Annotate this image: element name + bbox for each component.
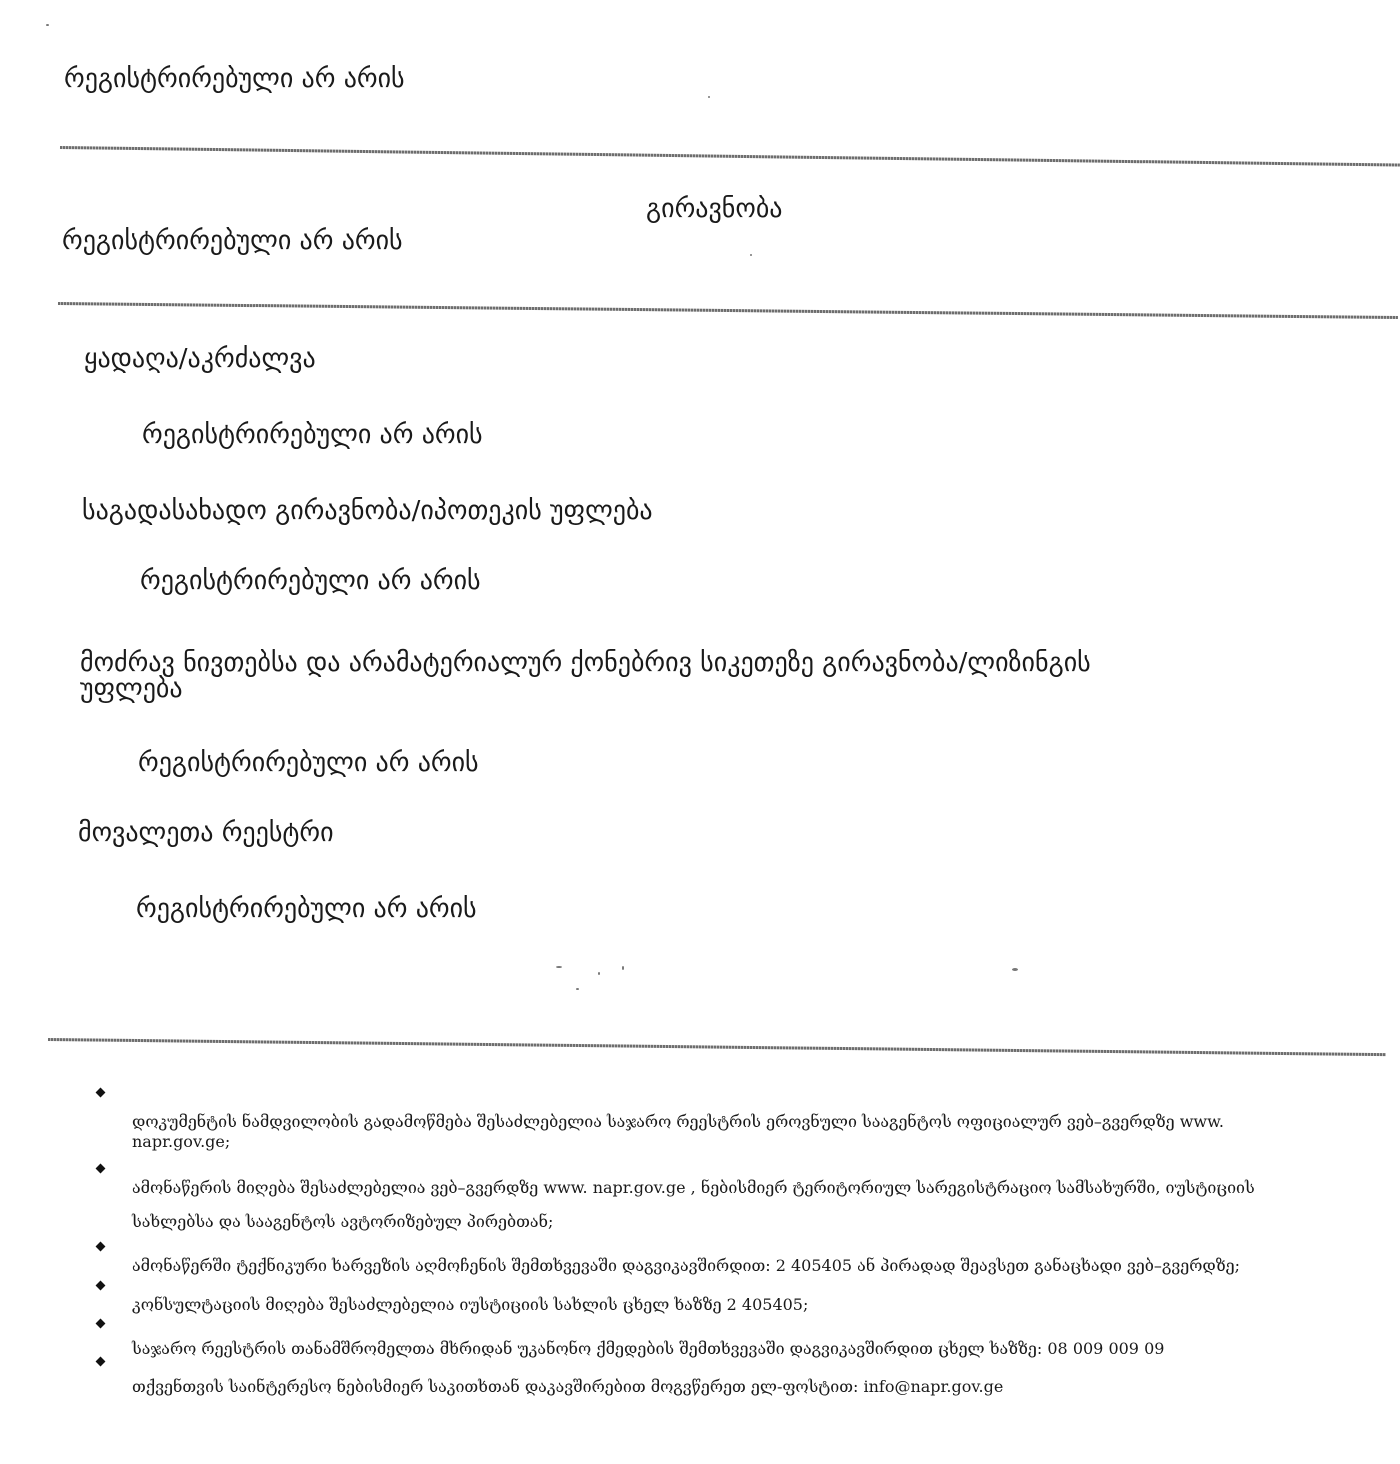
note-text-line: თქვენთვის საინტერესო ნებისმიერ საკითხთან დაკავშირებით მოგვწერეთ ელ-ფოსტით: info@napr.gov.ge <box>132 1377 1004 1396</box>
scan-speck <box>1012 968 1018 971</box>
bullet-icon <box>96 1357 106 1367</box>
note-text-line: ამონაწერის მიღება შესაძლებელია ვებ–გვერდზე www. napr.gov.ge , ნებისმიერ ტერიტორიულ სარეგისტრაციო სამსახურში, იუსტიციის <box>132 1178 1255 1197</box>
note-text-line: კონსულტაციის მიღება შესაძლებელია იუსტიციის სახლის ცხელ ხაზზე 2 405405; <box>132 1295 809 1314</box>
note-text-line: საჯარო რეესტრის თანამშრომელთა მხრიდან უკანონო ქმედების შემთხვევაში დაგვიკავშირდით ცხელ ხაზზე: 08 009 009 09 <box>132 1339 1165 1358</box>
bullet-icon <box>96 1088 106 1098</box>
previous-section-value: რეგისტრირებული არ არის <box>64 64 405 94</box>
movable-pledge-heading-line1: მოძრავ ნივთებსა და არამატერიალურ ქონებრივ სიკეთეზე გირავნობა/ლიზინგის <box>80 648 1091 678</box>
scan-speck <box>708 96 710 98</box>
debtors-registry-value: რეგისტრირებული არ არის <box>136 894 477 924</box>
scan-speck <box>576 988 579 990</box>
tax-lien-value: რეგისტრირებული არ არის <box>140 566 481 596</box>
scan-speck <box>622 966 624 970</box>
bullet-icon <box>96 1319 106 1329</box>
movable-pledge-value: რეგისტრირებული არ არის <box>138 748 479 778</box>
note-text-line: დოკუმენტის ნამდვილობის გადამოწმება შესაძლებელია საჯარო რეესტრის ეროვნული სააგენტოს ოფიციალურ ვებ–გვერდზე www. <box>132 1112 1224 1131</box>
bullet-icon <box>96 1281 106 1291</box>
divider-line <box>58 302 1398 319</box>
tax-lien-heading: საგადასახადო გირავნობა/იპოთეკის უფლება <box>82 496 653 526</box>
note-text-line: სახლებსა და სააგენტოს ავტორიზებულ პირებთან; <box>132 1212 554 1231</box>
bullet-icon <box>96 1164 106 1174</box>
pledge-heading: გირავნობა <box>646 194 783 224</box>
note-text-line: napr.gov.ge; <box>132 1132 231 1151</box>
debtors-registry-heading: მოვალეთა რეესტრი <box>78 818 334 848</box>
scan-speck <box>598 972 600 975</box>
divider-line <box>60 146 1400 167</box>
movable-pledge-heading-line2: უფლება <box>80 674 183 704</box>
scan-speck <box>750 254 752 256</box>
seizure-heading: ყადაღა/აკრძალვა <box>84 344 316 374</box>
seizure-value: რეგისტრირებული არ არის <box>142 420 483 450</box>
scan-speck <box>46 24 49 26</box>
pledge-value: რეგისტრირებული არ არის <box>62 226 403 256</box>
note-text-line: ამონაწერში ტექნიკური ხარვეზის აღმოჩენის შემთხვევაში დაგვიკავშირდით: 2 405405 ან პირადად შეავსეთ განაცხადი ვებ–გვერდზე; <box>132 1256 1241 1275</box>
divider-line <box>48 1038 1386 1056</box>
scan-speck <box>556 966 562 968</box>
bullet-icon <box>96 1242 106 1252</box>
